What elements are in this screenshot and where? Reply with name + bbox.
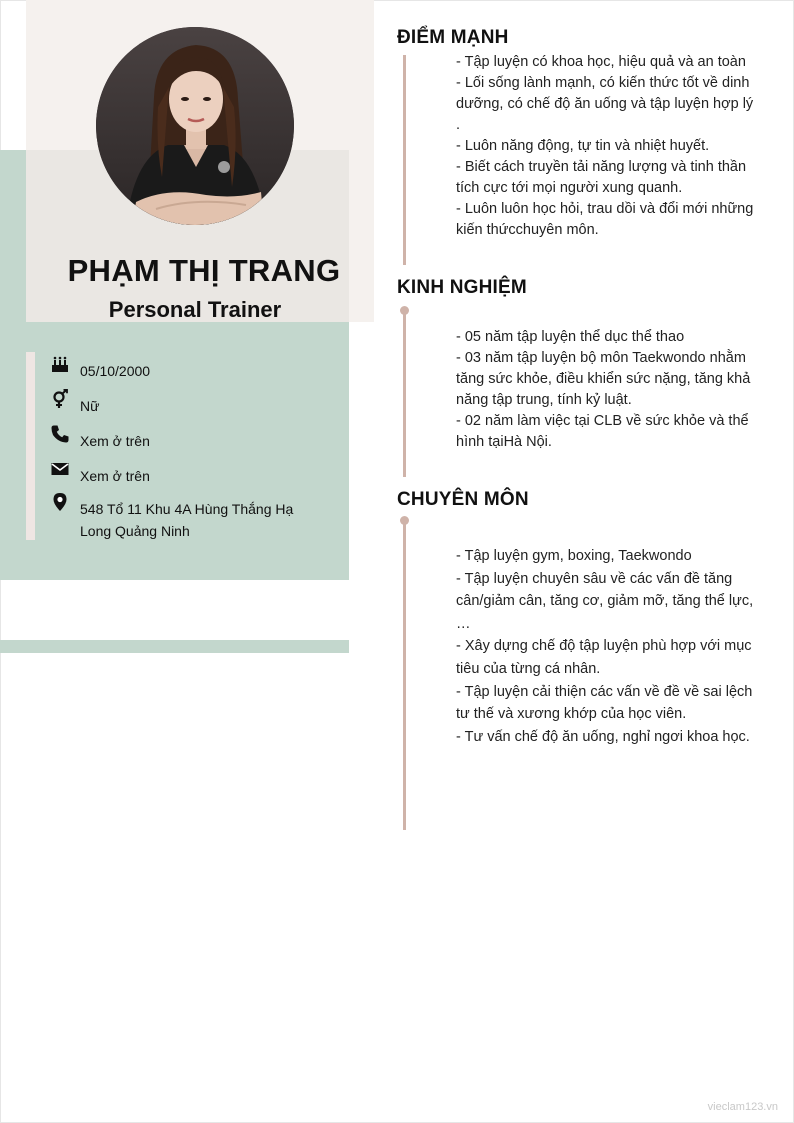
- contact-phone: [50, 430, 320, 452]
- sidebar-accent-strip: [0, 640, 349, 653]
- gender-icon: [50, 389, 70, 409]
- candidate-name: PHẠM THỊ TRANG: [67, 253, 341, 288]
- list-item: - Tập luyện gym, boxing, Taekwondo: [456, 548, 692, 564]
- strengths-timeline-line: [403, 55, 406, 265]
- strengths-list: [456, 52, 756, 241]
- contact-address: [50, 498, 320, 542]
- phone-text: Xem ở trên: [80, 433, 150, 449]
- contact-gender: [50, 395, 320, 417]
- gender-text: Nữ: [80, 398, 100, 414]
- watermark: vieclam123.vn: [707, 1101, 778, 1113]
- email-icon: [50, 459, 70, 479]
- list-item: - Luôn năng động, tự tin và nhiệt huyết.: [456, 138, 710, 154]
- list-item: - 03 năm tập luyện bộ môn Taekwondo nhằm tăng sức khỏe, điều khiển sức nặng, tăng khả năng tập trung, tính kỷ luật.: [456, 350, 751, 408]
- contact-accent-bar: [26, 352, 35, 540]
- birthday-cake-icon: [50, 354, 70, 374]
- list-item: - 02 năm làm việc tại CLB về sức khỏe và thể hình tạiHà Nội.: [456, 413, 749, 450]
- list-item: - Tập luyện cải thiện các vấn về đề về sai lệch tư thế và xương khớp của học viên.: [456, 683, 753, 723]
- birthday-text: 05/10/2000: [80, 363, 151, 379]
- portrait-illustration: [96, 27, 294, 225]
- expertise-list: [456, 545, 756, 748]
- location-pin-icon: [50, 492, 70, 512]
- avatar: [96, 27, 294, 225]
- list-item: - Tập luyện có khoa học, hiệu quả và an toàn: [456, 54, 746, 70]
- contact-email: [50, 465, 320, 487]
- email-text: Xem ở trên: [80, 468, 150, 484]
- experience-timeline-line: [403, 312, 406, 477]
- section-title-expertise: CHUYÊN MÔN: [397, 489, 529, 510]
- expertise-timeline-line: [403, 522, 406, 830]
- section-title-strengths: ĐIỂM MẠNH: [397, 27, 509, 48]
- address-text: 548 Tổ 11 Khu 4A Hùng Thắng Hạ Long Quảng Ninh: [80, 501, 294, 539]
- list-item: - 05 năm tập luyện thể dục thể thao: [456, 329, 685, 345]
- phone-icon: [50, 424, 70, 444]
- list-item: - Lối sống lành mạnh, có kiến thức tốt về dinh dưỡng, có chế độ ăn uống và tập luyện hợp lý .: [456, 75, 754, 133]
- list-item: - Luôn luôn học hỏi, trau dồi và đổi mới những kiến thứcchuyên môn.: [456, 201, 754, 238]
- contact-birthday: [50, 360, 320, 382]
- job-title: Personal Trainer: [108, 297, 282, 322]
- list-item: - Xây dựng chế độ tập luyện phù hợp với mục tiêu của từng cá nhân.: [456, 638, 752, 677]
- experience-list: [456, 327, 756, 453]
- list-item: - Tập luyện chuyên sâu về các vấn đề tăng cân/giảm cân, tăng cơ, giảm mỡ, tăng thể lực, …: [456, 570, 754, 632]
- list-item: - Biết cách truyền tải năng lượng và tinh thần tích cực tới mọi người xung quanh.: [456, 159, 747, 196]
- section-title-experience: KINH NGHIỆM: [397, 277, 527, 298]
- list-item: - Tư vấn chế độ ăn uống, nghỉ ngơi khoa học.: [456, 728, 750, 745]
